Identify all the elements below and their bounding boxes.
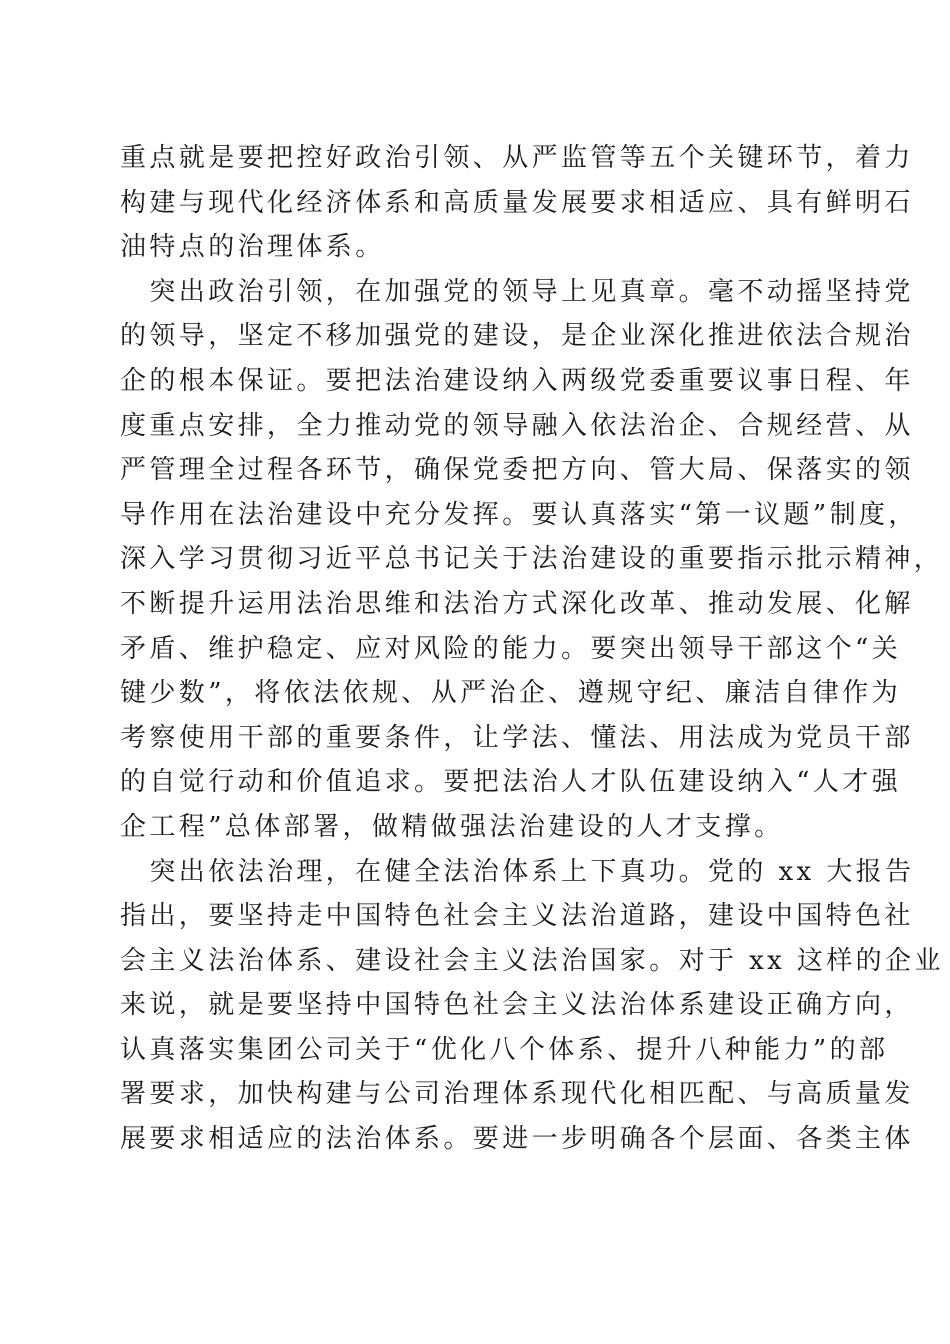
paragraph-2 — [120, 270, 944, 850]
text-line: 企的根本保证。要把法治建设纳入两级党委重要议事日程、年 — [120, 365, 914, 396]
paragraph-3 — [120, 850, 944, 1162]
text-line: 深入学习贯彻习近平总书记关于法治建设的重要指示批示精神， — [120, 544, 944, 575]
body-text — [120, 136, 944, 1162]
text-line: 考察使用干部的重要条件，让学法、懂法、用法成为党员干部 — [120, 722, 914, 753]
text-line: 油特点的治理体系。 — [120, 232, 385, 263]
text-line: 矛盾、维护稳定、应对风险的能力。要突出领导干部这个“关 — [120, 633, 902, 664]
paragraph-1 — [120, 136, 914, 270]
text-line: 认真落实集团公司关于“优化八个体系、提升八种能力”的部 — [120, 1034, 889, 1065]
text-line: 署要求，加快构建与公司治理体系现代化相匹配、与高质量发 — [120, 1079, 914, 1110]
text-line: 来说，就是要坚持中国特色社会主义法治体系建设正确方向， — [120, 990, 914, 1021]
text-line: 突出政治引领，在加强党的领导上见真章。毫不动摇坚持党 — [120, 276, 914, 307]
text-line: 指出，要坚持走中国特色社会主义法治道路，建设中国特色社 — [120, 901, 914, 932]
text-line: 企工程”总体部署，做精做强法治建设的人才支撑。 — [120, 811, 784, 842]
text-line: 重点就是要把控好政治引领、从严监管等五个关键环节，着力 — [120, 143, 914, 173]
text-line: 展要求相适应的法治体系。要进一步明确各个层面、各类主体 — [120, 1124, 914, 1155]
text-line: 导作用在法治建设中充分发挥。要认真落实“第一议题”制度， — [120, 499, 918, 530]
text-line: 突出依法治理，在健全法治体系上下真功。党的 xx 大报告 — [120, 856, 915, 887]
text-line: 键少数”，将依法依规、从严治企、遵规守纪、廉洁自律作为 — [120, 678, 902, 709]
text-line: 度重点安排，全力推动党的领导融入依法治企、合规经营、从 — [120, 410, 914, 441]
text-line: 的领导，坚定不移加强党的建设，是企业深化推进依法合规治 — [120, 321, 914, 352]
text-line: 会主义法治体系、建设社会主义法治国家。对于 xx 这样的企业 — [120, 945, 944, 976]
text-line: 构建与现代化经济体系和高质量发展要求相适应、具有鲜明石 — [120, 187, 914, 218]
text-line: 不断提升运用法治思维和法治方式深化改革、推动发展、化解 — [120, 588, 914, 619]
text-line: 严管理全过程各环节，确保党委把方向、管大局、保落实的领 — [120, 455, 914, 486]
text-line: 的自觉行动和价值追求。要把法治人才队伍建设纳入“人才强 — [120, 767, 902, 798]
